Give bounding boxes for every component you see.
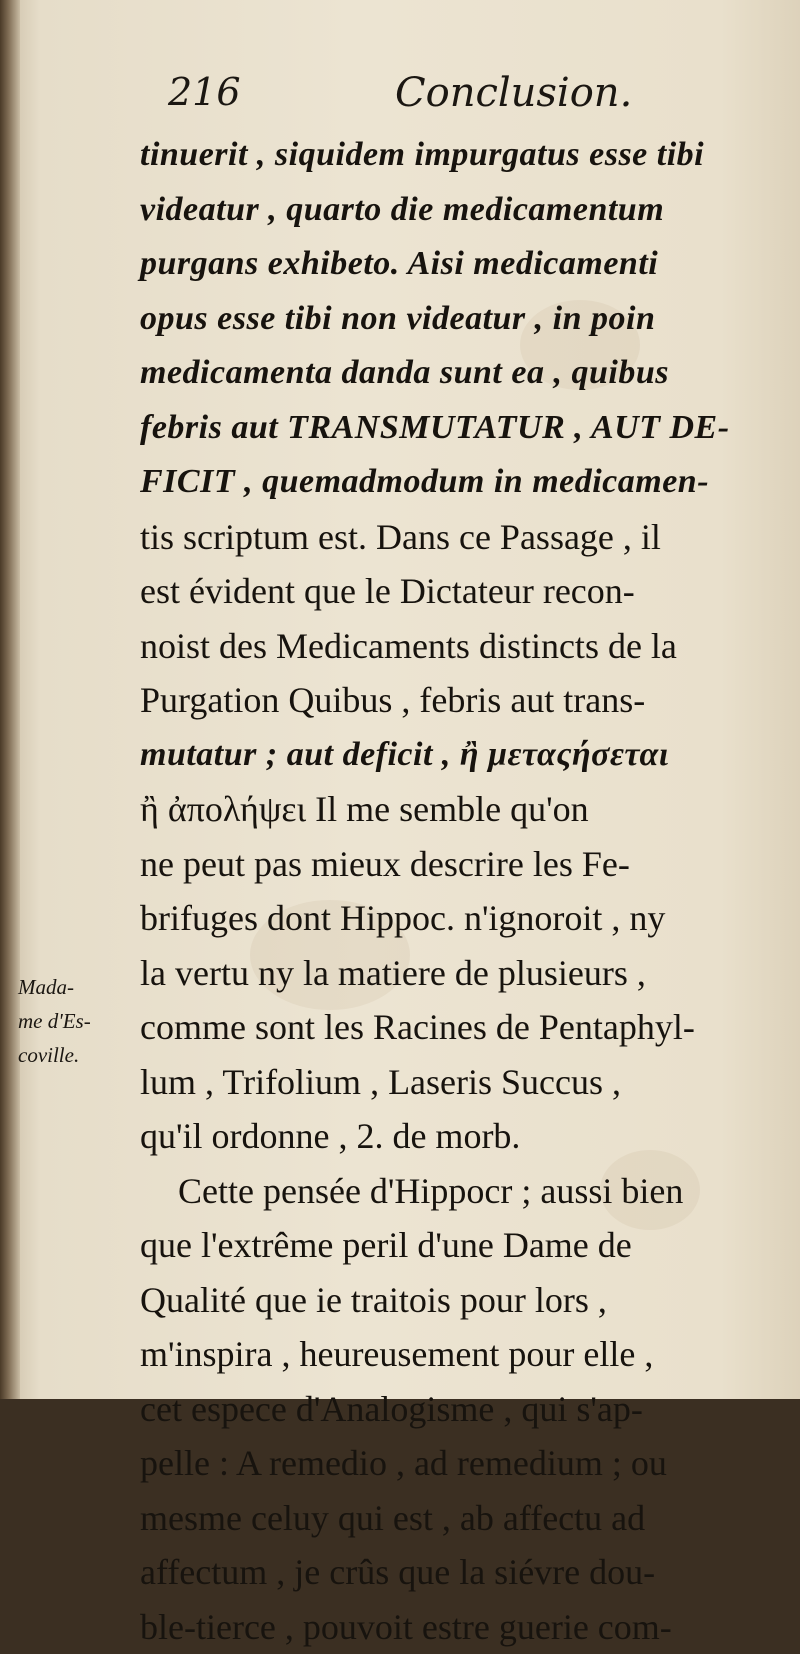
- text-line: medicamenta danda sunt ea , quibus: [140, 346, 780, 401]
- text-line: que l'extrême peril d'une Dame de: [140, 1218, 780, 1273]
- text-line: Qualité que ie traitois pour lors ,: [140, 1273, 780, 1328]
- text-line: lum , Trifolium , Laseris Succus ,: [140, 1055, 780, 1110]
- body-text: [140, 128, 780, 1654]
- text-line: ne peut pas mieux descrire les Fe-: [140, 837, 780, 892]
- text-line: Purgation Quibus , febris aut trans-: [140, 673, 780, 728]
- marginal-note-line: Mada-: [18, 970, 138, 1004]
- binding-gutter: [0, 0, 20, 1399]
- text-line: tis scriptum est. Dans ce Passage , il: [140, 510, 780, 565]
- page-number: 216: [168, 70, 241, 114]
- text-line: opus esse tibi non videatur , in poin: [140, 292, 780, 347]
- text-line: cet espece d'Analogisme , qui s'ap-: [140, 1382, 780, 1437]
- text-line: purgans exhibeto. Aisi medicamenti: [140, 237, 780, 292]
- text-line: mesme celuy qui est , ab affectu ad: [140, 1491, 780, 1546]
- text-line: febris aut TRANSMUTATUR , AUT DE-: [140, 401, 780, 456]
- text-line: m'inspira , heureusement pour elle ,: [140, 1327, 780, 1382]
- text-line: affectum , je crûs que la siévre dou-: [140, 1545, 780, 1600]
- text-line: videatur , quarto die medicamentum: [140, 183, 780, 238]
- marginal-note: [18, 970, 138, 1072]
- marginal-note-line: coville.: [18, 1038, 138, 1072]
- running-head: Conclusion.: [395, 70, 632, 116]
- text-line: la vertu ny la matiere de plusieurs ,: [140, 946, 780, 1001]
- text-line: Cette pensée d'Hippocr ; aussi bien: [140, 1164, 780, 1219]
- text-line: ἢ ἀπολήψει Il me semble qu'on: [140, 782, 780, 837]
- text-line: brifuges dont Hippoc. n'ignoroit , ny: [140, 891, 780, 946]
- text-line: comme sont les Racines de Pentaphyl-: [140, 1000, 780, 1055]
- marginal-note-line: me d'Es-: [18, 1004, 138, 1038]
- text-line: mutatur ; aut deficit , ἢ μεταςήσεται: [140, 728, 780, 783]
- text-line: ble-tierce , pouvoit estre guerie com-: [140, 1600, 780, 1654]
- text-line: FICIT , quemadmodum in medicamen-: [140, 455, 780, 510]
- text-line: est évident que le Dictateur recon-: [140, 564, 780, 619]
- text-line: noist des Medicaments distincts de la: [140, 619, 780, 674]
- page-header: [0, 70, 800, 130]
- text-line: tinuerit , siquidem impurgatus esse tibi: [140, 128, 780, 183]
- text-line: pelle : A remedio , ad remedium ; ou: [140, 1436, 780, 1491]
- text-line: qu'il ordonne , 2. de morb.: [140, 1109, 780, 1164]
